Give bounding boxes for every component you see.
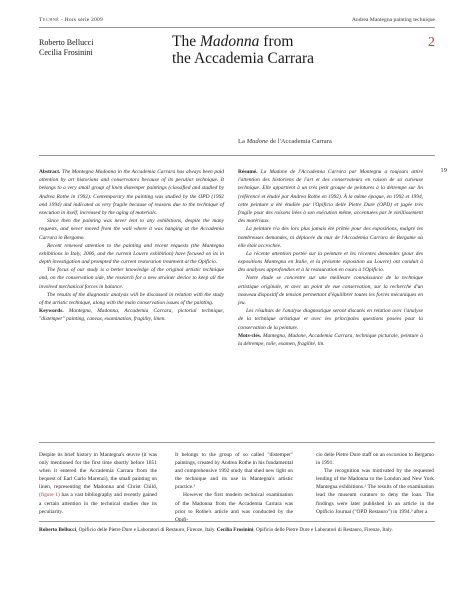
- abstract-paragraph: La peinture n'a dès lors plus jamais été prêtée pour des expositions, malgré les nombreuses demandes, ni déplacée du mur de l'Accademia Carrara de Bergame où elle était accrochée.: [238, 226, 423, 249]
- abstract-english: [39, 168, 224, 324]
- abstract-french: [238, 168, 423, 348]
- author-affiliations: Roberto Bellucci, Opificio delle Pietre Dure e Laboratori di Restauro, Firenze, Italy. Cecilia Frosinini, Opificio delle Pietre Dure e Laboratori di Restauro, Firenze, Italy.: [39, 527, 393, 533]
- header-divider: [39, 27, 435, 28]
- journal-issue: - Hors série 2009: [59, 17, 104, 23]
- body-paragraph: cio delle Pietre Dure staff on an excursion to Bergamo in 1991.: [316, 452, 434, 467]
- chapter-number: 2: [428, 35, 435, 50]
- article-title: The Madonna from the Accademia Carrara: [172, 33, 314, 67]
- running-header-section: Andrea Mantegna painting technique: [351, 17, 435, 23]
- abstract-paragraph: The results of the diagnostic analysis will be discussed in relation with the study of the artistic technique, along with the main conservation issues of the painting.: [39, 291, 224, 306]
- journal-name: Technè: [39, 17, 60, 23]
- author-name: Roberto Bellucci: [39, 38, 94, 47]
- abstract-paragraph: The focus of our study is a better knowledge of the original artistic technique and, on the conservation side, the research for a new strainer device to keep all the involved mechanical forces in balance.: [39, 267, 224, 290]
- author-block: [39, 38, 159, 58]
- body-paragraph: Despite its brief history in Mantegna's œuvre (it was only mentioned for the first time shortly before 1851 when it entered the Accademia Carrara from the bequest of Earl Carlo Marenzi), the small painting on linen, representing the Madonna and Christ Child, (figure 1) has a vast bibliography and recently gained a certain attention in the technical studies due its peculiarity.: [39, 452, 157, 515]
- abstract-paragraph: Résumé. La Madone de l'Accademia Carrara par Mantegna a toujours attiré l'attention des historiens de l'art et des conservateurs en raison de sa curieuse technique. Elle appartient à un très petit groupe de peintures à la détrempe sur lin (référencé et étudié par Andrea Rothe en 1992). À la même époque, en 1992 et 1994, cette peinture a été étudiée par l'Opificio delle Pietre Dure (OPD) et jugée très fragile pour des raisons liées à son exécution même, accentuées par le vieillissement des matériaux.: [238, 169, 423, 225]
- body-divider: [39, 442, 435, 443]
- keywords: Mots-clés. Mantegna, Madone, Accademia Carrara, technique picturale, peinture à la détrempe, toile, examen, fragilité, lin.: [238, 332, 423, 347]
- page-number: 19: [440, 167, 447, 174]
- abstract-paragraph: Notre étude se concentre sur une meilleure connaissance de la technique artistique originale, et avec un point de vue conservation, sur la recherche d'un nouveau dispositif de tension permettant d'équilibrer toutes les forces mécaniques en jeu.: [238, 275, 423, 306]
- body-column-1: [39, 451, 157, 516]
- figure-link[interactable]: (figure 1): [39, 492, 60, 499]
- keywords: Keywords. Mantegna, Madonna, Accademia Carrara, pictorial technique, "distemper" painting, canvas, examination, fragility, linen.: [39, 308, 224, 323]
- body-column-3: [316, 451, 434, 516]
- body-paragraph: However the first modern technical examination of the Madonna from the Accademia Carrara was prior to Rothe's article and was conducted by the Opifi-: [175, 492, 293, 523]
- author-name: Cecilia Frosinini: [39, 48, 93, 57]
- abstract-paragraph: Abstract. The Mantegna Madonna in the Accademia Carrara has always been paid attention by art historians and conservators because of its peculiar technique. It belongs to a very small group of linen distemper paintings (classified and studied by Andrea Rothe in 1992). Contemporary the painting was studied by the OPD (1992 and 1994) and indicated as very fragile because of reasons due to the technique of execution in itself, increased by the aging of materials.: [39, 169, 224, 216]
- french-title: La Madone de l'Accademia Carrara: [238, 138, 332, 145]
- body-paragraph: The recognition was motivated by the requested lending of the Madonna to the London and New York Mantegna exhibitions.² The results of the examination lead the museum curators to deny the loan. The findings were later published in an article in the Opificio Journal ("OPD Restauro") in 1994.³ after a: [316, 468, 434, 515]
- abstract-paragraph: Les résultats de l'analyse diagnostique seront discutés en relation avec l'analyse de la technique artistique et avec les principales questions posées pour la conservation de la peinture.: [238, 308, 423, 331]
- abstract-paragraph: Since then the painting was never lent to any exhibitions, despite the many requests, and never moved from the wall where it was hanging at the Accademia Carrara in Bergamo.: [39, 218, 224, 241]
- abstract-divider: [39, 155, 435, 156]
- running-header-journal: [39, 17, 103, 23]
- abstract-paragraph: La récente attention portée sur la peinture et les récentes demandes (pour des expositions Mantegna en Italie, et la présente exposition au Louvre) ont conduit à des analyses approfondies et à la restauration en cours à l'Opificio.: [238, 250, 423, 274]
- abstract-paragraph: Recent renewed attention to the painting and recent requests (the Mantegna exhibitions in Italy, 2006, and the current Louvre exhibition) have focused on its in depth investigation and prompted the current restoration treatment at the Opificio.: [39, 242, 224, 266]
- body-column-2: [175, 451, 293, 524]
- footer-divider: [39, 521, 435, 522]
- body-paragraph: It belongs to the group of so called "distemper" paintings, created by Andrea Rothe in his fundamental and comprehensive 1992 study that shed new light on the technique and its use in Mantegna's artistic practice.¹: [175, 452, 293, 491]
